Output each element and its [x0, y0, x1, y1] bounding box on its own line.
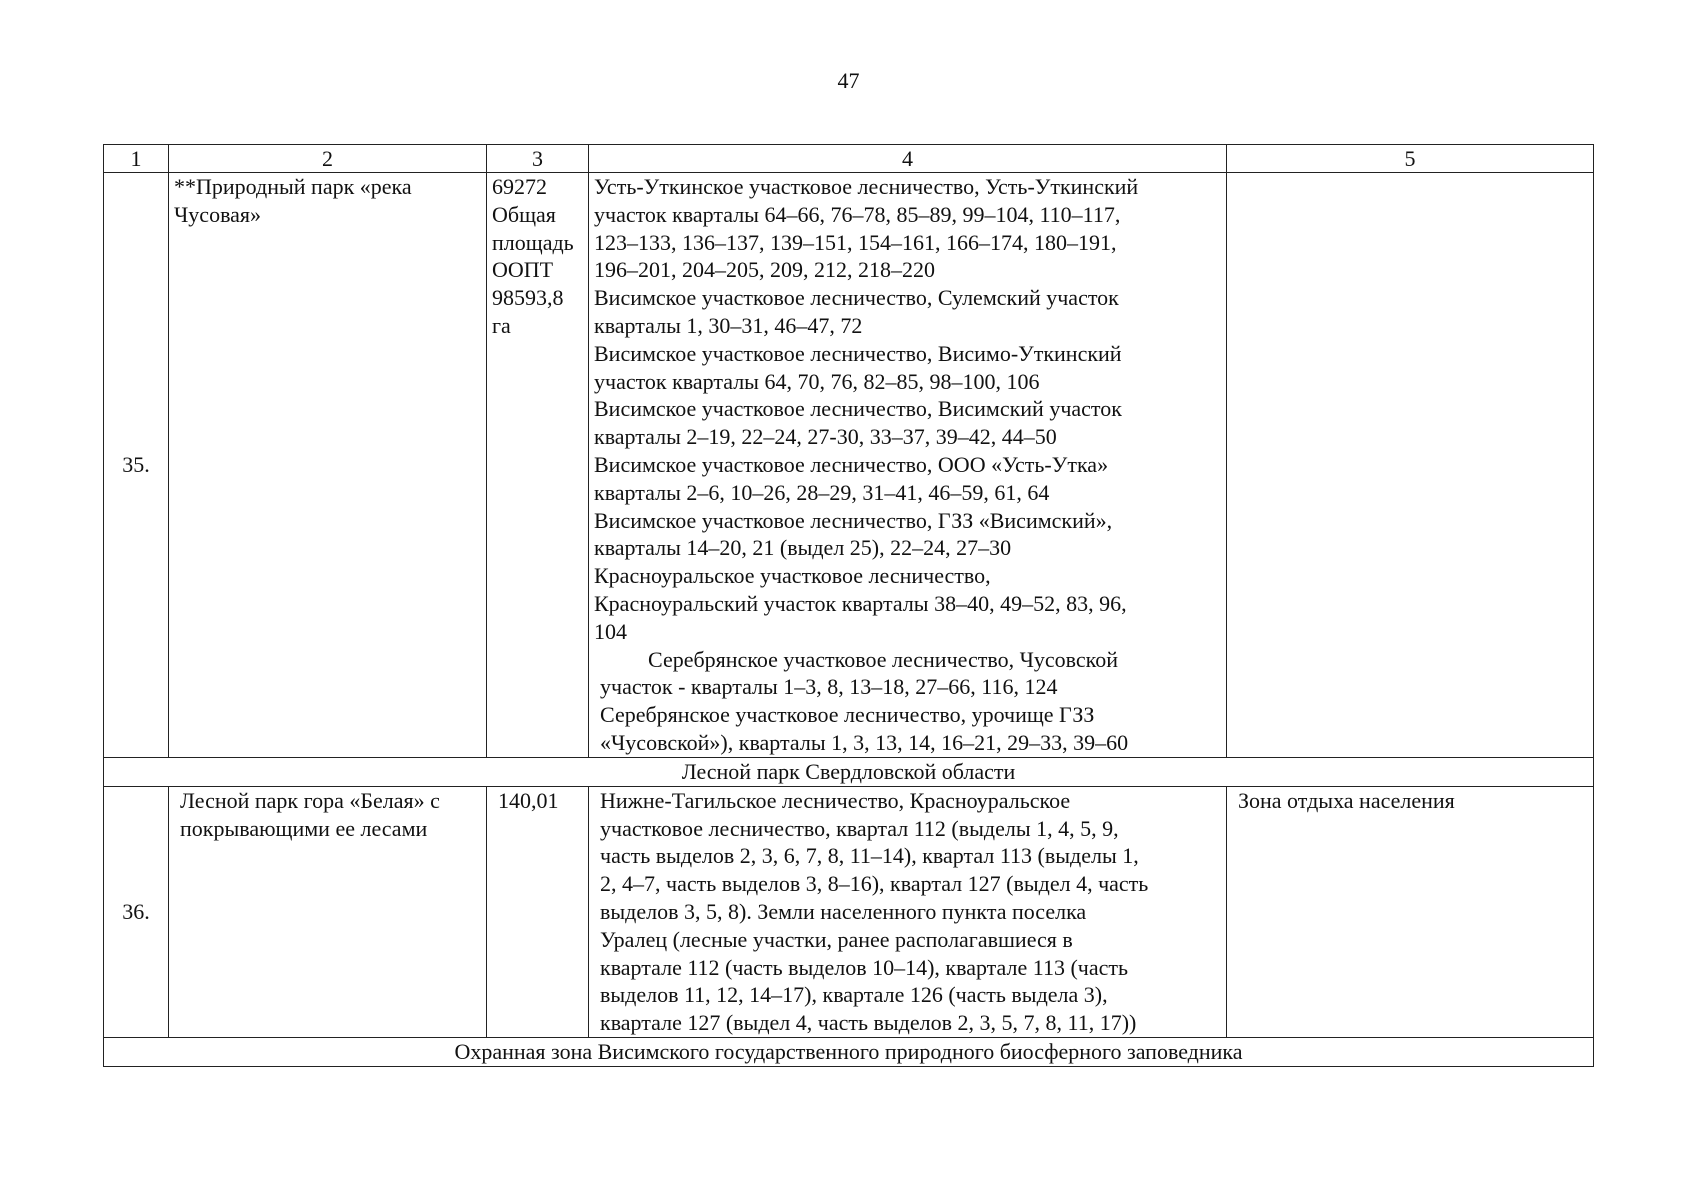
object-name-line: Лесной парк гора «Белая» с [180, 787, 440, 813]
document-table [103, 144, 1594, 1067]
location-description-cell [589, 786, 1227, 1037]
object-name-cell [169, 786, 487, 1037]
header-col-1: 1 [104, 145, 169, 173]
row-number: 36. [104, 786, 169, 1037]
description-line: кварталы 14–20, 21 (выдел 25), 22–24, 27–30 [594, 535, 1012, 561]
section-heading-row [104, 1037, 1594, 1066]
page-number: 47 [837, 68, 860, 93]
section-heading: Лесной парк Свердловской области [104, 757, 1594, 786]
header-col-2: 2 [169, 145, 487, 173]
object-name-line: покрывающими ее лесами [180, 815, 428, 841]
description-line: кварталы 1, 30–31, 46–47, 72 [594, 312, 863, 338]
description-line: выделов 11, 12, 14–17), квартале 126 (часть выдела 3), [600, 982, 1108, 1008]
table-row-35 [104, 173, 1594, 758]
description-line: участок кварталы 64–66, 76–78, 85–89, 99–104, 110–117, [594, 201, 1121, 227]
row-number: 35. [104, 173, 169, 758]
section-heading: Охранная зона Висимского государственного природного биосферного заповедника [104, 1037, 1594, 1066]
location-description-cell [589, 173, 1227, 758]
description-line: Висимское участковое лесничество, Сулемский участок [594, 285, 1119, 311]
description-line: участок - кварталы 1–3, 8, 13–18, 27–66, 116, 124 [600, 674, 1058, 700]
object-name-line: Чусовая» [174, 201, 262, 227]
description-line: участок кварталы 64, 70, 76, 82–85, 98–100, 106 [594, 368, 1040, 394]
description-line: Серебрянское участковое лесничество, урочище ГЗЗ [600, 702, 1095, 728]
description-line: 123–133, 136–137, 139–151, 154–161, 166–174, 180–191, [594, 229, 1117, 255]
description-line: Красноуральский участок кварталы 38–40, 49–52, 83, 96, [594, 590, 1127, 616]
area-line: ООПТ [492, 257, 554, 283]
area-line: площадь [492, 229, 574, 255]
header-col-3: 3 [487, 145, 589, 173]
area-line: га [492, 312, 511, 338]
description-line: выделов 3, 5, 8). Земли населенного пункта поселка [600, 898, 1087, 924]
table-row-36 [104, 786, 1594, 1037]
description-line: квартале 127 (выдел 4, часть выделов 2, 3, 5, 7, 8, 11, 17)) [600, 1010, 1137, 1036]
description-line: Висимское участковое лесничество, Висимо-Уткинский [594, 340, 1122, 366]
description-line: Висимское участковое лесничество, ГЗЗ «Висимский», [594, 507, 1113, 533]
description-line: квартале 112 (часть выделов 10–14), квартале 113 (часть [600, 954, 1129, 980]
description-line: Усть-Уткинское участковое лесничество, Усть-Уткинский [594, 174, 1139, 199]
description-line: кварталы 2–19, 22–24, 27-30, 33–37, 39–42, 44–50 [594, 424, 1057, 450]
description-line: Висимское участковое лесничество, Висимский участок [594, 396, 1122, 422]
description-line: Уралец (лесные участки, ранее располагавшиеся в [600, 926, 1073, 952]
header-col-5: 5 [1227, 145, 1594, 173]
header-col-4: 4 [589, 145, 1227, 173]
description-line: участковое лесничество, квартал 112 (выделы 1, 4, 5, 9, [600, 815, 1119, 841]
object-name-line: **Природный парк «река [174, 174, 412, 199]
area-cell [487, 173, 589, 758]
object-name-cell [169, 173, 487, 758]
description-line: Висимское участковое лесничество, ООО «Усть-Утка» [594, 451, 1109, 477]
section-heading-row [104, 757, 1594, 786]
description-line: часть выделов 2, 3, 6, 7, 8, 11–14), квартал 113 (выделы 1, [600, 843, 1139, 869]
description-line: Серебрянское участковое лесничество, Чусовской [648, 646, 1119, 672]
area-line: Общая [492, 201, 556, 227]
description-line: 2, 4–7, часть выделов 3, 8–16), квартал 127 (выдел 4, часть [600, 871, 1149, 897]
area-cell: 140,01 [487, 786, 589, 1037]
description-line: 104 [594, 618, 627, 644]
description-line: Нижне-Тагильское лесничество, Красноуральское [600, 787, 1071, 813]
description-line: Красноуральское участковое лесничество, [594, 563, 991, 589]
note-cell: Зона отдыха населения [1227, 786, 1594, 1037]
area-line: 98593,8 [492, 285, 564, 311]
table-header-row [104, 145, 1594, 173]
note-cell [1227, 173, 1594, 758]
description-line: кварталы 2–6, 10–26, 28–29, 31–41, 46–59, 61, 64 [594, 479, 1050, 505]
description-line: 196–201, 204–205, 209, 212, 218–220 [594, 257, 935, 283]
area-line: 69272 [492, 174, 547, 199]
description-line: «Чусовской»), кварталы 1, 3, 13, 14, 16–21, 29–33, 39–60 [600, 729, 1129, 755]
